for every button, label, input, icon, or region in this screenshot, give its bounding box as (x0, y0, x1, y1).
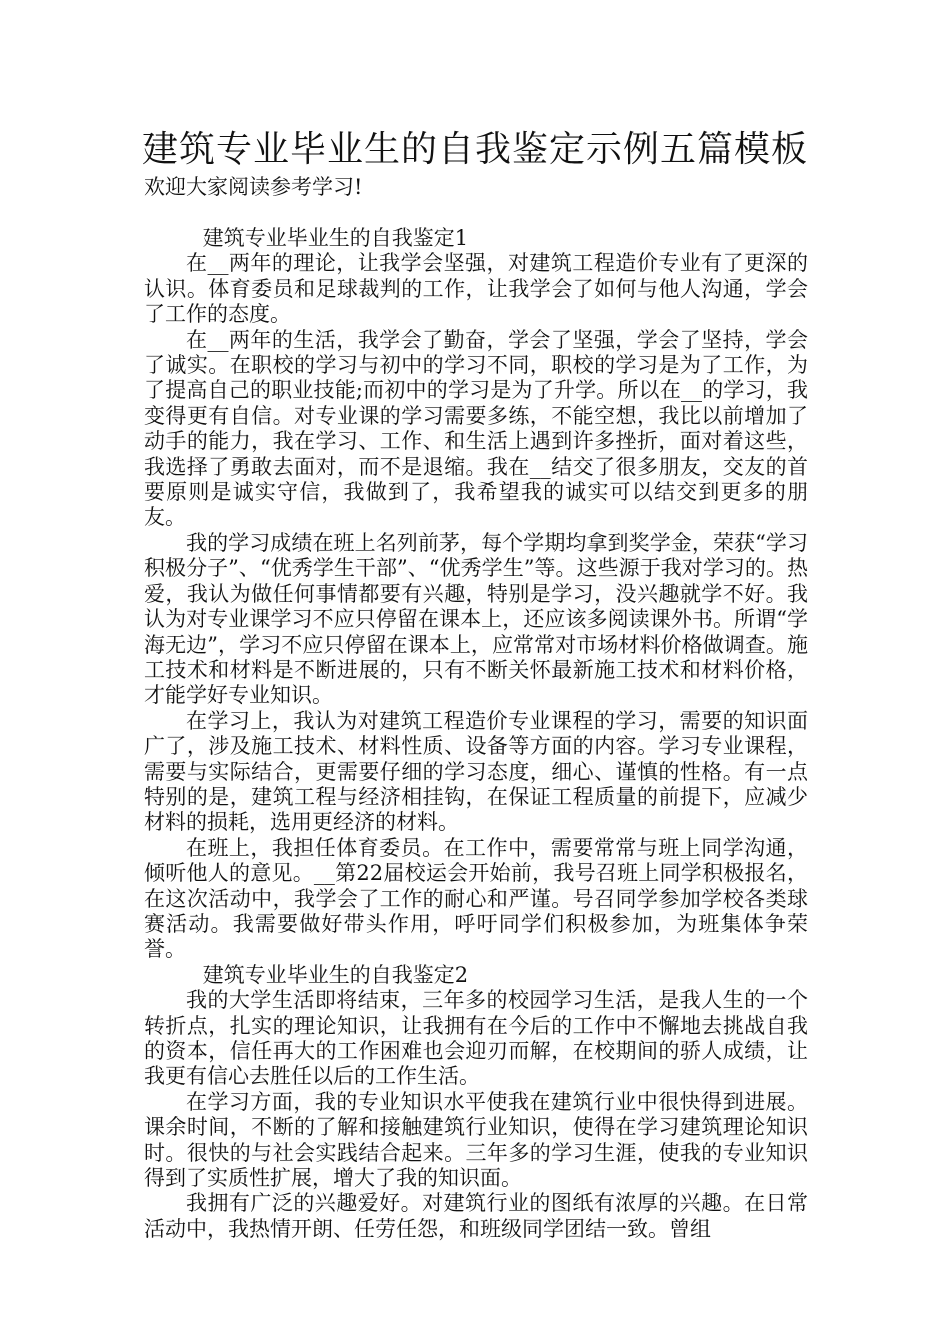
body-paragraph: 在__两年的生活，我学会了勤奋，学会了坚强，学会了坚持，学会了诚实。在职校的学习与初中的学习不同，职校的学习是为了工作，为了提高自己的职业技能;而初中的学习是为了升学。所以在__的学习，我变得更有自信。对专业课的学习需要多练，不能空想，我比以前增加了动手的能力，我在学习、工作、和生活上遇到许多挫折，面对着这些，我选择了勇敢去面对，而不是退缩。我在__结交了很多朋友，交友的首要原则是诚实守信，我做到了，我希望我的诚实可以结交到更多的朋友。 (144, 327, 808, 530)
body-paragraph: 在班上，我担任体育委员。在工作中，需要常常与班上同学沟通，倾听他人的意见。__第22届校运会开始前，我号召班上同学积极报名，在这次活动中，我学会了工作的耐心和严谨。号召同学参加学校各类球赛活动。我需要做好带头作用，呼吁同学们积极参加，为班集体争荣誉。 (144, 835, 808, 962)
section-heading: 建筑专业毕业生的自我鉴定2 (202, 962, 469, 987)
document-body (144, 226, 808, 1242)
body-paragraph: 在__两年的理论，让我学会坚强，对建筑工程造价专业有了更深的认识。体育委员和足球裁判的工作，让我学会了如何与他人沟通，学会了工作的态度。 (144, 251, 808, 327)
body-paragraph: 我拥有广泛的兴趣爱好。对建筑行业的图纸有浓厚的兴趣。在日常活动中，我热情开朗、任劳任怨，和班级同学团结一致。曾组 (144, 1191, 808, 1241)
section-heading: 建筑专业毕业生的自我鉴定1 (202, 226, 469, 250)
body-paragraph: 我的大学生活即将结束，三年多的校园学习生活，是我人生的一个转折点，扎实的理论知识，让我拥有在今后的工作中不懈地去挑战自我的资本，信任再大的工作困难也会迎刃而解，在校期间的骄人成绩，让我更有信心去胜任以后的工作生活。 (144, 988, 808, 1089)
body-paragraph: 在学习方面，我的专业知识水平使我在建筑行业中很快得到进展。课余时间，不断的了解和接触建筑行业知识，使得在学习建筑理论知识时。很快的与社会实践结合起来。三年多的学习生涯，使我的专业知识得到了实质性扩展，增大了我的知识面。 (144, 1089, 808, 1191)
body-paragraph: 在学习上，我认为对建筑工程造价专业课程的学习，需要的知识面广了，涉及施工技术、材料性质、设备等方面的内容。学习专业课程，需要与实际结合，更需要仔细的学习态度，细心、谨慎的性格。有一点特别的是，建筑工程与经济相挂钩，在保证工程质量的前提下，应减少材料的损耗，选用更经济的材料。 (144, 708, 808, 835)
body-paragraph: 我的学习成绩在班上名列前茅，每个学期均拿到奖学金，荣获“学习积极分子”、“优秀学生干部”、“优秀学生”等。这些源于我对学习的。热爱，我认为做任何事情都要有兴趣，特别是学习，没兴趣就学不好。我认为对专业课学习不应只停留在课本上，还应该多阅读课外书。所谓“学海无边”，学习不应只停留在课本上，应常常对市场材料价格做调查。施工技术和材料是不断进展的，只有不断关怀最新施工技术和材料价格，才能学好专业知识。 (144, 530, 808, 708)
document-title: 建筑专业毕业生的自我鉴定示例五篇模板 (141, 129, 808, 170)
intro-line: 欢迎大家阅读参考学习! (144, 175, 363, 199)
